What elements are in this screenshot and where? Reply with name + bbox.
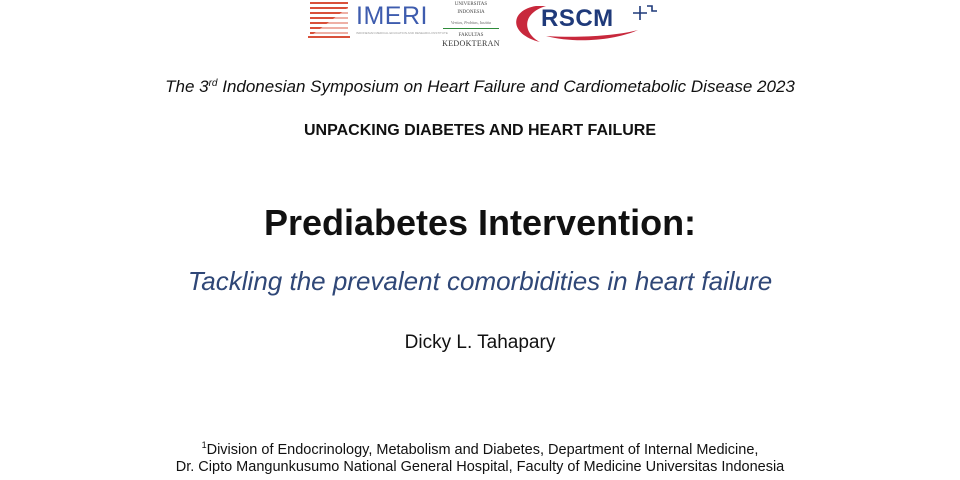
ui-university-line2: INDONESIA [457,10,485,15]
ui-divider [443,28,499,29]
ui-university-line1: UNIVERSITAS [454,2,488,7]
symposium-title-prefix: The 3 [165,77,209,96]
ui-motto: Veritas, Probitas, Iustitia [450,20,492,25]
imeri-wordmark: IMERI [356,2,428,30]
session-title: UNPACKING DIABETES AND HEART FAILURE [303,122,656,139]
affiliation-marker: 1 [201,440,207,450]
talk-subtitle: Tackling the prevalent comorbidities in heart failure [187,266,773,296]
ui-faculty-name: KEDOKTERAN [442,39,500,48]
affiliation-line-2: Dr. Cipto Mangunkusumo National General Hospital, Faculty of Medicine Universitas Indonesia [175,459,785,475]
logo-bar [0,0,960,56]
symposium-title-rest: Indonesian Symposium on Heart Failure and Cardiometabolic Disease 2023 [217,77,795,96]
rscm-wordmark: RSCM [541,5,614,32]
ui-faculty: FAKULTAS [458,33,484,38]
author-name: Dicky L. Tahapary [404,332,556,353]
symposium-title [0,77,960,97]
imeri-building-icon [306,0,352,40]
affiliation-line-1 [0,440,960,458]
symposium-ordinal-suffix: rd [208,78,218,89]
affiliation-line-1-text: Division of Endocrinology, Metabolism and Diabetes, Department of Internal Medicine, [206,442,759,458]
ui-fk-logo [440,0,502,56]
imeri-logo [306,0,448,40]
rscm-logo [506,0,661,46]
imeri-subtitle: INDONESIAN MEDICAL EDUCATION AND RESEARCH INSTITUTE [356,31,448,35]
talk-title: Prediabetes Intervention: [263,202,697,243]
